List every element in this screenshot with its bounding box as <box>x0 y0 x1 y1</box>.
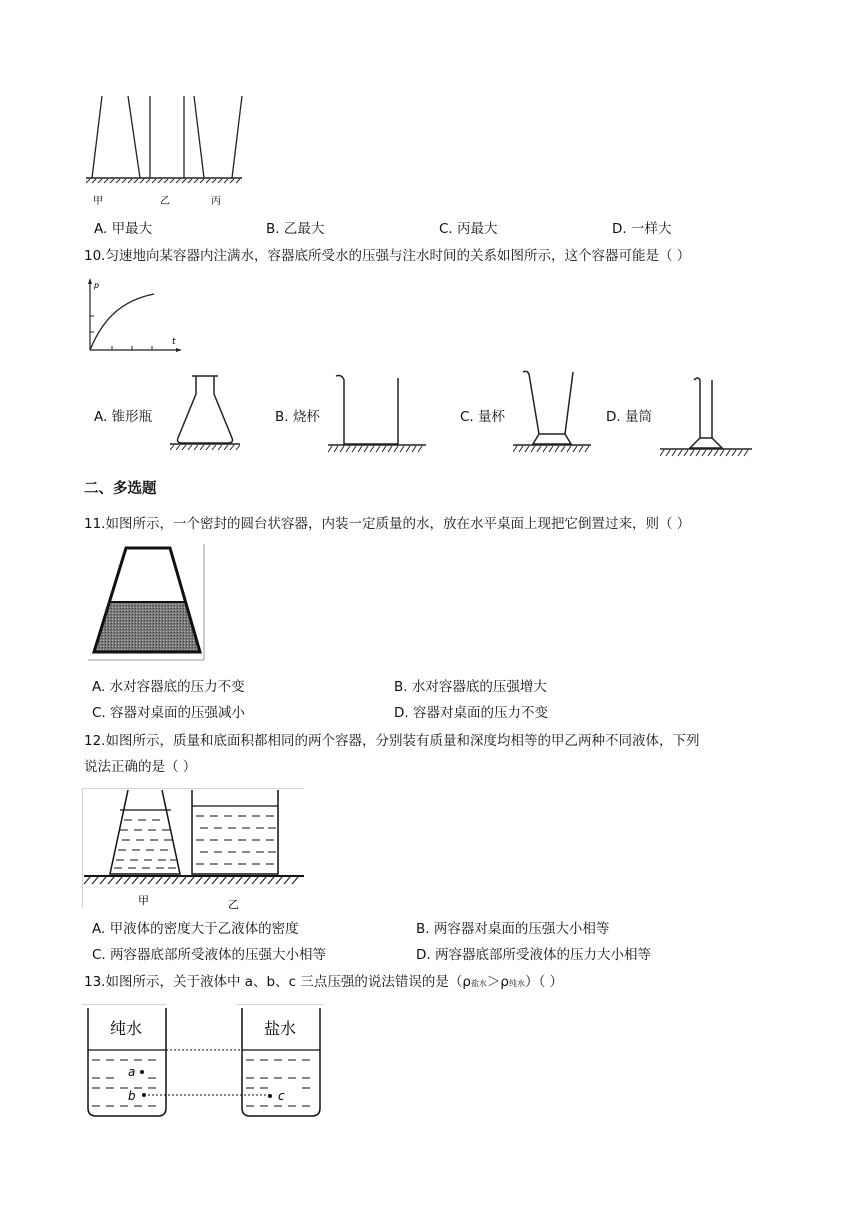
q11-stem: 11.如图所示，一个密封的圆台状容器，内装一定质量的水，放在水平桌面上现把它倒置过来，则（ ） <box>84 516 691 532</box>
q13-point-c: c <box>278 1089 285 1103</box>
q12-option-c: C. 两容器底部所受液体的压强大小相等 <box>92 947 327 963</box>
q9-option-a: A. 甲最大 <box>94 221 153 237</box>
q13-stem-prefix: 13.如图所示，关于液体中 a、b、c 三点压强的说法错误的是（ρ <box>84 974 471 990</box>
q13-stem-mid: ＞ρ <box>486 974 509 990</box>
q12-label-jia: 甲 <box>138 894 149 907</box>
q10-graph-t-label: t <box>172 337 176 347</box>
section-heading-multiple-choice: 二、多选题 <box>84 481 157 497</box>
q10-option-b: B. 烧杯 <box>275 409 320 425</box>
q12-stem-line1: 12.如图所示，质量和底面积都相同的两个容器，分别装有质量和深度均相等的甲乙两种不同液体，下列 <box>84 733 700 749</box>
q10-option-d: D. 量筒 <box>606 409 652 425</box>
q10-conical-flask-figure <box>170 372 240 454</box>
q12-two-containers-figure <box>82 788 306 912</box>
q13-label-purewater: 纯水 <box>110 1019 143 1038</box>
q13-label-saltwater: 盐水 <box>264 1019 297 1038</box>
q13-stem-suffix: ）（ ） <box>524 974 564 990</box>
q10-stem: 10.匀速地向某容器内注满水，容器底所受水的压强与注水时间的关系如图所示，这个容器可能是（ ） <box>84 248 691 264</box>
q9-label-bing: 丙 <box>211 196 221 207</box>
q12-option-b: B. 两容器对桌面的压强大小相等 <box>416 921 610 937</box>
q11-option-a: A. 水对容器底的压力不变 <box>92 679 245 695</box>
q12-option-d: D. 两容器底部所受液体的压力大小相等 <box>416 947 651 963</box>
q11-option-c: C. 容器对桌面的压强减小 <box>92 705 246 721</box>
q10-beaker-figure <box>328 372 426 456</box>
q9-label-jia: 甲 <box>93 196 103 207</box>
q9-option-c: C. 丙最大 <box>439 221 498 237</box>
q12-option-a: A. 甲液体的密度大于乙液体的密度 <box>92 921 299 937</box>
q13-stem <box>84 972 563 994</box>
q13-point-a: a <box>128 1065 136 1079</box>
q12-stem-line2: 说法正确的是（ ） <box>84 759 197 775</box>
q10-graduated-cylinder-figure <box>660 374 752 460</box>
q10-pressure-time-graph <box>84 276 184 356</box>
q11-option-d: D. 容器对桌面的压力不变 <box>394 705 548 721</box>
q13-point-b: b <box>128 1089 136 1103</box>
q10-option-a: A. 锥形瓶 <box>94 409 153 425</box>
q10-option-c: C. 量杯 <box>460 409 506 425</box>
q9-figure <box>84 92 244 212</box>
q13-subscript-saltwater: 盐水 <box>470 979 487 988</box>
q11-option-b: B. 水对容器底的压强增大 <box>394 679 547 695</box>
q12-label-yi: 乙 <box>228 898 239 911</box>
q11-sealed-frustum-container-figure <box>88 544 208 662</box>
q9-option-d: D. 一样大 <box>612 221 672 237</box>
q9-label-yi: 乙 <box>160 196 170 207</box>
q13-subscript-purewater: 纯水 <box>508 979 525 988</box>
q10-graph-p-label: p <box>94 281 100 290</box>
q9-option-b: B. 乙最大 <box>266 221 325 237</box>
q10-measuring-cup-figure <box>513 368 591 458</box>
q13-beakers-figure <box>82 1004 332 1122</box>
